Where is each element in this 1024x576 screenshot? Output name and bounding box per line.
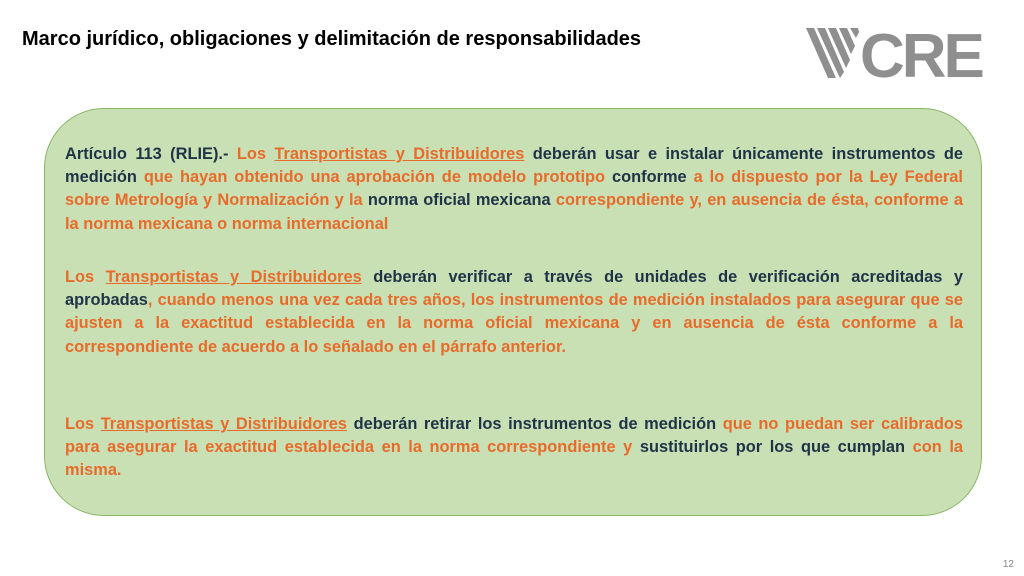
text-segment: deberán retirar los instrumentos de medición: [347, 415, 723, 433]
text-segment: conforme: [611, 168, 694, 187]
text-segment: Los: [65, 415, 101, 433]
cre-logo: [806, 24, 1002, 82]
text-segment: Los: [236, 145, 275, 163]
paragraph-verification: [65, 266, 963, 359]
paragraph-withdrawal: [65, 413, 963, 483]
text-segment: deberán usar e instalar únicamente instrumentos de medición: [65, 145, 963, 187]
cre-logo-text: CRE: [860, 24, 982, 82]
text-segment: sustituirlos por los que cumplan: [639, 438, 913, 457]
text-segment: deberán verificar a través de unidades de verificación acreditadas y aprobadas: [65, 268, 963, 310]
text-segment: Artículo 113 (RLIE).-: [65, 145, 237, 163]
cre-logo-stripes-icon: [806, 28, 859, 78]
text-segment: Transportistas y Distribuidores: [105, 268, 362, 286]
text-segment: con la misma.: [65, 438, 963, 480]
text-segment: Transportistas y Distribuidores: [100, 415, 348, 433]
slide-title: Marco jurídico, obligaciones y delimitación de responsabilidades: [22, 28, 642, 50]
text-segment: a lo dispuesto por la Ley Federal sobre Metrología y Normalización y la: [65, 168, 963, 210]
paragraph-article-113: [65, 143, 963, 236]
text-segment: , cuando menos una vez cada tres años, los instrumentos de medición instalados para asegurar que se ajusten a la exactitud establecida en la norma oficial mexicana y en ausencia de ésta conforme a la correspondiente de acuerdo a lo señalado en el párrafo anterior.: [65, 291, 963, 356]
page-number: 12: [1002, 559, 1014, 570]
text-segment: norma oficial mexicana: [367, 191, 556, 210]
text-segment: que hayan obtenido una aprobación de modelo prototipo: [143, 168, 612, 187]
text-segment: que no puedan ser calibrados para asegurar la exactitud establecida en la norma correspondiente y: [65, 415, 963, 457]
text-segment: correspondiente y, en ausencia de ésta, conforme a la norma mexicana o norma internacional: [65, 191, 963, 233]
text-segment: Los: [65, 268, 106, 286]
text-segment: Transportistas y Distribuidores: [274, 145, 525, 163]
